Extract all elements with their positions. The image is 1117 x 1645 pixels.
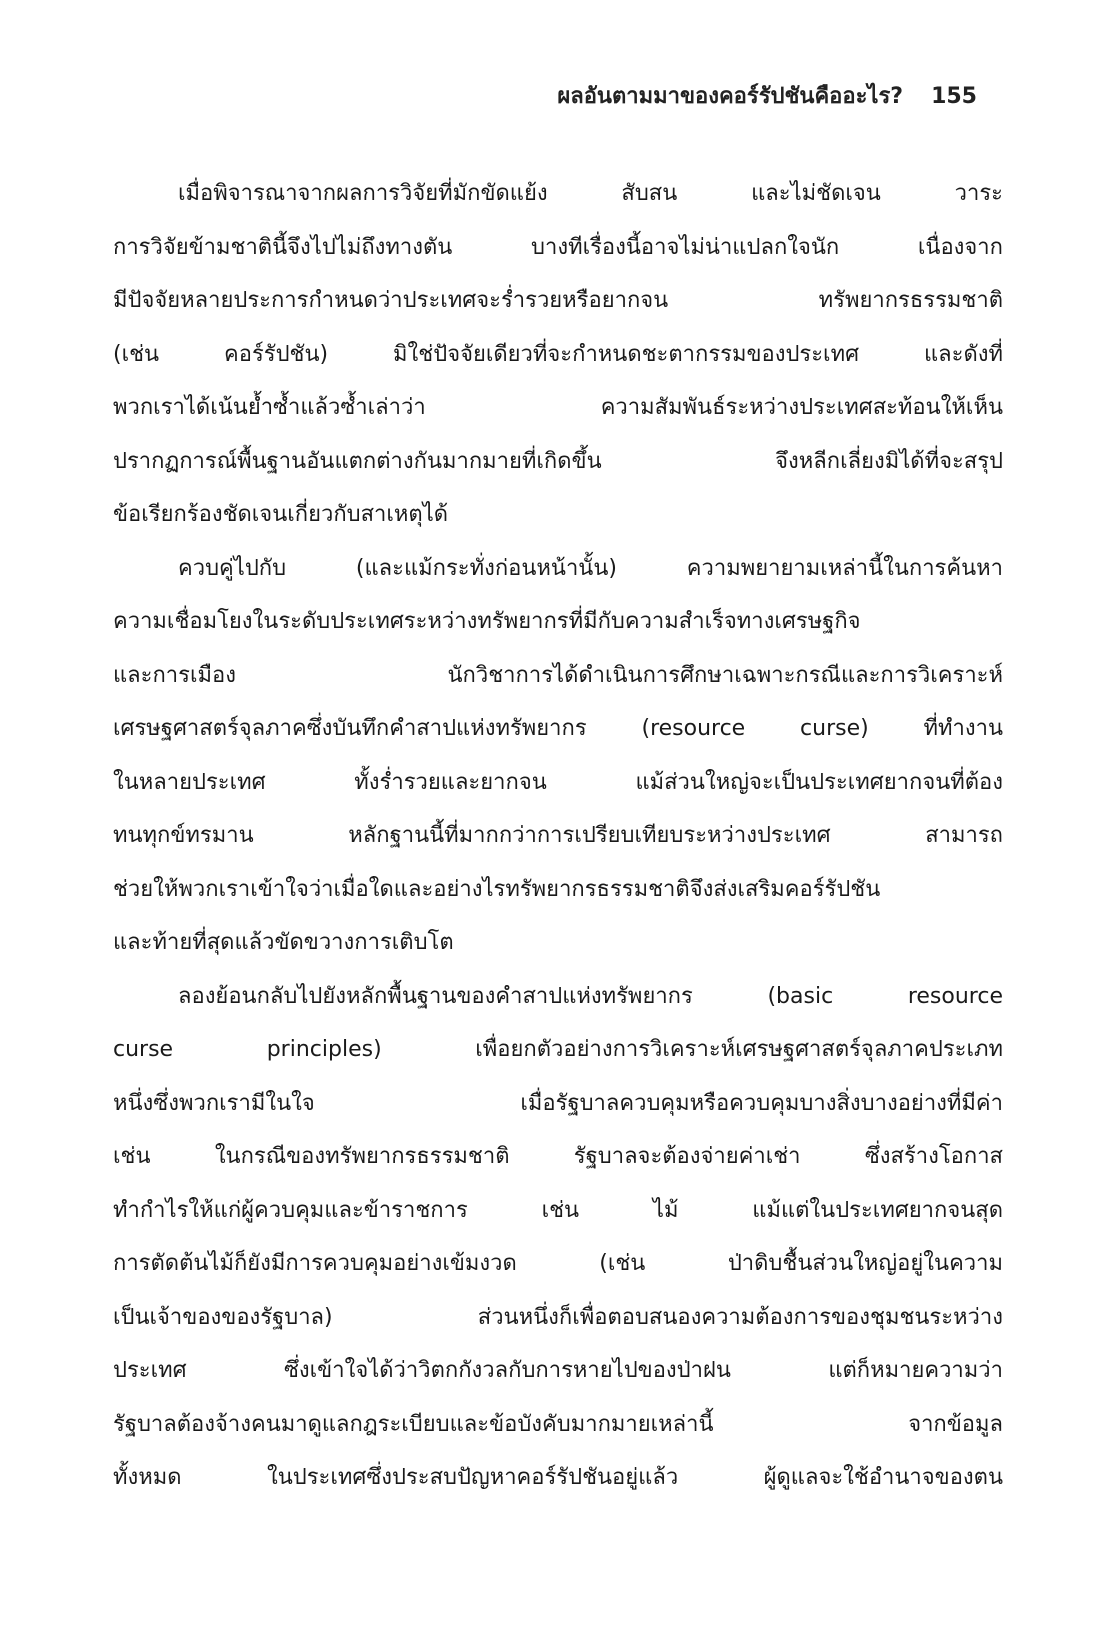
text-line: ข้อเรียกร้องชัดเจนเกี่ยวกับสาเหตุได้ bbox=[113, 502, 449, 527]
text-line: ทำกำไรให้แก่ผู้ควบคุมและข้าราชการ เช่น ไม้ แม้แต่ในประเทศยากจนสุด bbox=[113, 1197, 1003, 1223]
text-line: ช่วยให้พวกเราเข้าใจว่าเมื่อใดและอย่างไรทรัพยากรธรรมชาติจึงส่งเสริมคอร์รัปชัน bbox=[113, 876, 881, 902]
paragraph-3 bbox=[113, 970, 1003, 1505]
text-line: ทนทุกข์ทรมาน หลักฐานนี้ที่มากกว่าการเปรียบเทียบระหว่างประเทศ สามารถ bbox=[113, 823, 1003, 848]
text-line: curse principles) เพื่อยกตัวอย่างการวิเคราะห์เศรษฐศาสตร์จุลภาคประเภท bbox=[113, 1037, 1003, 1062]
text-line: ควบคู่ไปกับ (และแม้กระทั่งก่อนหน้านั้น) ความพยายามเหล่านี้ในการค้นหา bbox=[178, 555, 1003, 581]
text-line: เช่น ในกรณีของทรัพยากรธรรมชาติ รัฐบาลจะต้องจ่ายค่าเช่า ซึ่งสร้างโอกาส bbox=[113, 1144, 1003, 1169]
text-line: การวิจัยข้ามชาตินี้จึงไปไม่ถึงทางตัน บางทีเรื่องนี้อาจไม่น่าแปลกใจนัก เนื่องจาก bbox=[113, 234, 1003, 260]
page-number: 155 bbox=[931, 84, 977, 109]
text-line: เป็นเจ้าของของรัฐบาล) ส่วนหนึ่งก็เพื่อตอบสนองความต้องการของชุมชนระหว่าง bbox=[113, 1304, 1003, 1330]
chapter-title: ผลอันตามมาของคอร์รัปชันคืออะไร? bbox=[557, 84, 904, 109]
text-line: รัฐบาลต้องจ้างคนมาดูแลกฎระเบียบและข้อบังคับมากมายเหล่านี้ จากข้อมูล bbox=[113, 1411, 1003, 1437]
text-line: ความเชื่อมโยงในระดับประเทศระหว่างทรัพยากรที่มีกับความสำเร็จทางเศรษฐกิจ bbox=[113, 609, 861, 634]
body-text bbox=[113, 167, 1003, 1505]
text-line: หนึ่งซึ่งพวกเรามีในใจ เมื่อรัฐบาลควบคุมหรือควบคุมบางสิ่งบางอย่างที่มีค่า bbox=[113, 1090, 1003, 1116]
text-line: ลองย้อนกลับไปยังหลักพื้นฐานของคำสาปแห่งทรัพยากร (basic resource bbox=[178, 983, 1003, 1009]
text-line: การตัดต้นไม้ก็ยังมีการควบคุมอย่างเข้มงวด (เช่น ป่าดิบชื้นส่วนใหญ่อยู่ในความ bbox=[113, 1251, 1003, 1276]
text-line: มีปัจจัยหลายประการกำหนดว่าประเทศจะร่ำรวยหรือยากจน ทรัพยากรธรรมชาติ bbox=[113, 288, 1003, 313]
text-line: ในหลายประเทศ ทั้งร่ำรวยและยากจน แม้ส่วนใหญ่จะเป็นประเทศยากจนที่ต้อง bbox=[113, 769, 1003, 795]
text-line: เมื่อพิจารณาจากผลการวิจัยที่มักขัดแย้ง สับสน และไม่ชัดเจน วาระ bbox=[178, 181, 1003, 206]
text-line: ประเทศ ซึ่งเข้าใจได้ว่าวิตกกังวลกับการหายไปของป่าฝน แต่ก็หมายความว่า bbox=[113, 1358, 1003, 1383]
paragraph-1 bbox=[113, 167, 1003, 542]
paragraph-2 bbox=[113, 542, 1003, 970]
text-line: ปรากฏการณ์พื้นฐานอันแตกต่างกันมากมายที่เกิดขึ้น จึงหลีกเลี่ยงมิได้ที่จะสรุป bbox=[113, 448, 1003, 474]
text-line: ทั้งหมด ในประเทศซึ่งประสบปัญหาคอร์รัปชันอยู่แล้ว ผู้ดูแลจะใช้อำนาจของตน bbox=[113, 1465, 1003, 1490]
text-line: (เช่น คอร์รัปชัน) มิใช่ปัจจัยเดียวที่จะกำหนดชะตากรรมของประเทศ และดังที่ bbox=[113, 341, 1003, 367]
text-line: และการเมือง นักวิชาการได้ดำเนินการศึกษาเฉพาะกรณีและการวิเคราะห์ bbox=[113, 662, 1003, 688]
text-line: และท้ายที่สุดแล้วขัดขวางการเติบโต bbox=[113, 930, 454, 955]
running-header bbox=[140, 78, 977, 118]
text-line: เศรษฐศาสตร์จุลภาคซึ่งบันทึกคำสาปแห่งทรัพยากร (resource curse) ที่ทำงาน bbox=[113, 716, 1003, 741]
text-line: พวกเราได้เน้นย้ำซ้ำแล้วซ้ำเล่าว่า ความสัมพันธ์ระหว่างประเทศสะท้อนให้เห็น bbox=[113, 395, 1003, 420]
